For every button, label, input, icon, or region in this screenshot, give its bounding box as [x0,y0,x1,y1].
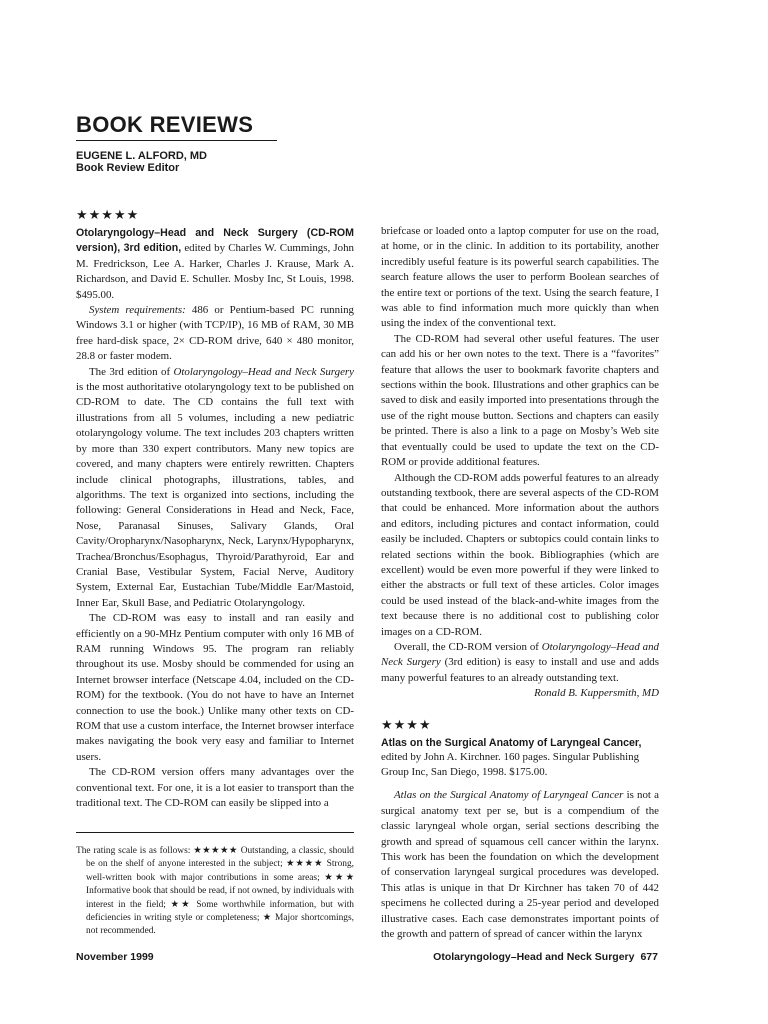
review1-p7-b: (3rd edition) is easy to install and use and adds many powerful features to an already outstanding text. [381,656,659,684]
review1-sysreq-text: 486 or Pentium-based PC running Windows 3.1 or higher (with TCP/IP), 16 MB of RAM, 30 MB free hard-disk space, 2× CD-ROM drive, 640 × 480 monitor, 28.8 or faster modem. [76,304,354,363]
review1-book-title: Otolaryngology–Head and Neck Surgery (CD-ROM version), 3rd edition, [76,227,354,255]
right-column [381,224,659,942]
review1-p2-italic: Otolaryngology–Head and Neck Surgery [173,365,354,378]
review1-signature: Ronald B. Kuppersmith, MD [534,687,659,700]
page-number: 677 [640,951,658,963]
footnote-rule [76,832,354,833]
review2-book-title: Atlas on the Surgical Anatomy of Laryngeal Cancer, [381,736,642,749]
left-column [76,206,354,811]
review1-paragraph-5: The CD-ROM had several other useful features. The user can add his or her own notes to the text. There is a “favorites” feature that allows the user to bookmark favorite chapters and sections within the book. Illustrations and other graphics can be saved to disk and easily imported into presentations through the use of the right mouse button. Sections and chapters can easily be printed. There is also a link to a page on Mosby’s Web site that eventually could be used to update the text on the CD-ROM or provide additional features. [381,332,659,469]
review2-citation: edited by John A. Kirchner. 160 pages. Singular Publishing Group Inc, San Diego, 1998. $175.00. [381,750,640,778]
review2-paragraph-1 [381,788,659,942]
review1-sysreq-label: System requirements: [89,304,186,317]
editor-title: Book Review Editor [76,162,180,174]
footer-date: November 1999 [76,951,154,963]
review1-paragraph-2 [76,365,354,612]
review1-rating-stars: ★★★★★ [76,207,140,222]
page-title: BOOK REVIEWS [76,112,254,137]
rating-scale-footnote: The rating scale is as follows: ★★★★★ Outstanding, a classic, should be on the shelf of anyone interested in the subject; ★★★★ Strong, well-written book with major contributions in some areas; ★★★ Informative book that should be read, if not owned, by individuals with interest in the field; ★★ Some worthwhile information, but with deficiencies in writing style or completeness; ★ Major shortcomings, not recommended. [76,846,354,937]
review2-p1-text: is not a surgical anatomy text per se, but is a compendium of the classic laryngeal whole organ, serial sections describing the growth and spread of squamous cell cancer within the larynx. This work has been the foundation on which the development of conservation laryngeal surgical procedures was developed. This atlas is unique in that Dr Kirchner has taken 70 of 442 specimens he collected during a 25-year period and developed illustrative cases. Each case demonstrates important points of the growth and pattern of spread of cancer within the larynx [381,789,659,941]
review1-sysreq [76,303,354,365]
review1-p7-italic: Otolaryngology–Head and Neck Surgery [381,640,659,669]
review1-paragraph-4: The CD-ROM version offers many advantages over the conventional text. For one, it is a lot easier to transport than the traditional text. The CD-ROM can easily be slipped into a [76,766,354,810]
review1-paragraph-4-cont: briefcase or loaded onto a laptop computer for use on the road, at home, or in the clinic. In addition to its portability, another incredibly useful feature is its powerful search capabilities. The search feature allows the user to perform Boolean searches of the entire text or portions of the text. Using the search feature, I was able to find information much more quickly than when using the index of the conventional text. [381,225,659,330]
footer-journal-name: Otolaryngology–Head and Neck Surgery [433,951,635,963]
title-underline [76,140,277,141]
review1-citation [76,226,354,303]
review2-p1-italic: Atlas on the Surgical Anatomy of Laryngeal Cancer [394,789,624,802]
review2-rating-stars: ★★★★ [381,716,432,732]
footer-journal [433,951,658,963]
review1-citation-text: edited by Charles W. Cummings, John M. Fredrickson, Lee A. Harker, Charles J. Krause, Mark A. Richardson, and David E. Schuller. Mosby Inc, St Louis, 1998. $495.00. [76,242,354,301]
review1-paragraph-3: The CD-ROM was easy to install and ran easily and efficiently on a 90-MHz Pentium computer with only 16 MB of RAM running Windows 95. The program ran reliably throughout its use. Mosby should be commended for using an Internet browser interface (Netscape 4.04, included on the CD-ROM) for the textbook. (You do not have to have an Internet connection to use the book.) Unlike many other texts on CD-ROM that use a custom interface, the Internet browser interface makes navigating the book very easy and familiar to Internet users. [76,612,354,763]
review1-p2-b: is the most authoritative otolaryngology text to be published on CD-ROM to date. The CD contains the full text with illustrations from all 5 volumes, including a new pediatric otolaryngology volume. The text includes 203 chapters written by more than 330 expert contributors. Many new topics are covered, and many chapters were entirely rewritten. Chapters include clinical photographs, illustrations, tables, and algorithms. The text is organized into sections, including the following: General Considerations in Head and Neck, Face, Nose, Paranasal Sinuses, Salivary Glands, Oral Cavity/Oropharynx/Nasopharynx, Neck, Larynx/Hypopharynx, Trachea/Bronchus/Esophagus, Thyroid/Parathyroid, Ear and Cranial Base, Vestibular System, Facial Nerve, Auditory System, External Ear, Eustachian Tube/Middle Ear/Mastoid, Inner Ear, Skull Base, and Pediatric Otolaryngology. [76,381,354,609]
review1-p7-a: Overall, the CD-ROM version of [394,640,542,653]
review1-paragraph-7 [381,640,659,686]
review1-p2-a: The 3rd edition of [89,365,174,378]
review1-paragraph-6: Although the CD-ROM adds powerful features to an already outstanding textbook, there are several aspects of the CD-ROM that could be enhanced. More information about the authors and editors, including pictures and contact information, could easily be included. Chapters or subtopics could contain links to related sections within the book. Bibliographies (which are excellent) would be even more powerful if they were linked to either the abstracts or full text of these articles. Color images could be used instead of the black-and-white images from the text because there is no additional cost to publishing color images on a CD-ROM. [381,471,659,638]
editor-name: EUGENE L. ALFORD, MD [76,150,207,162]
